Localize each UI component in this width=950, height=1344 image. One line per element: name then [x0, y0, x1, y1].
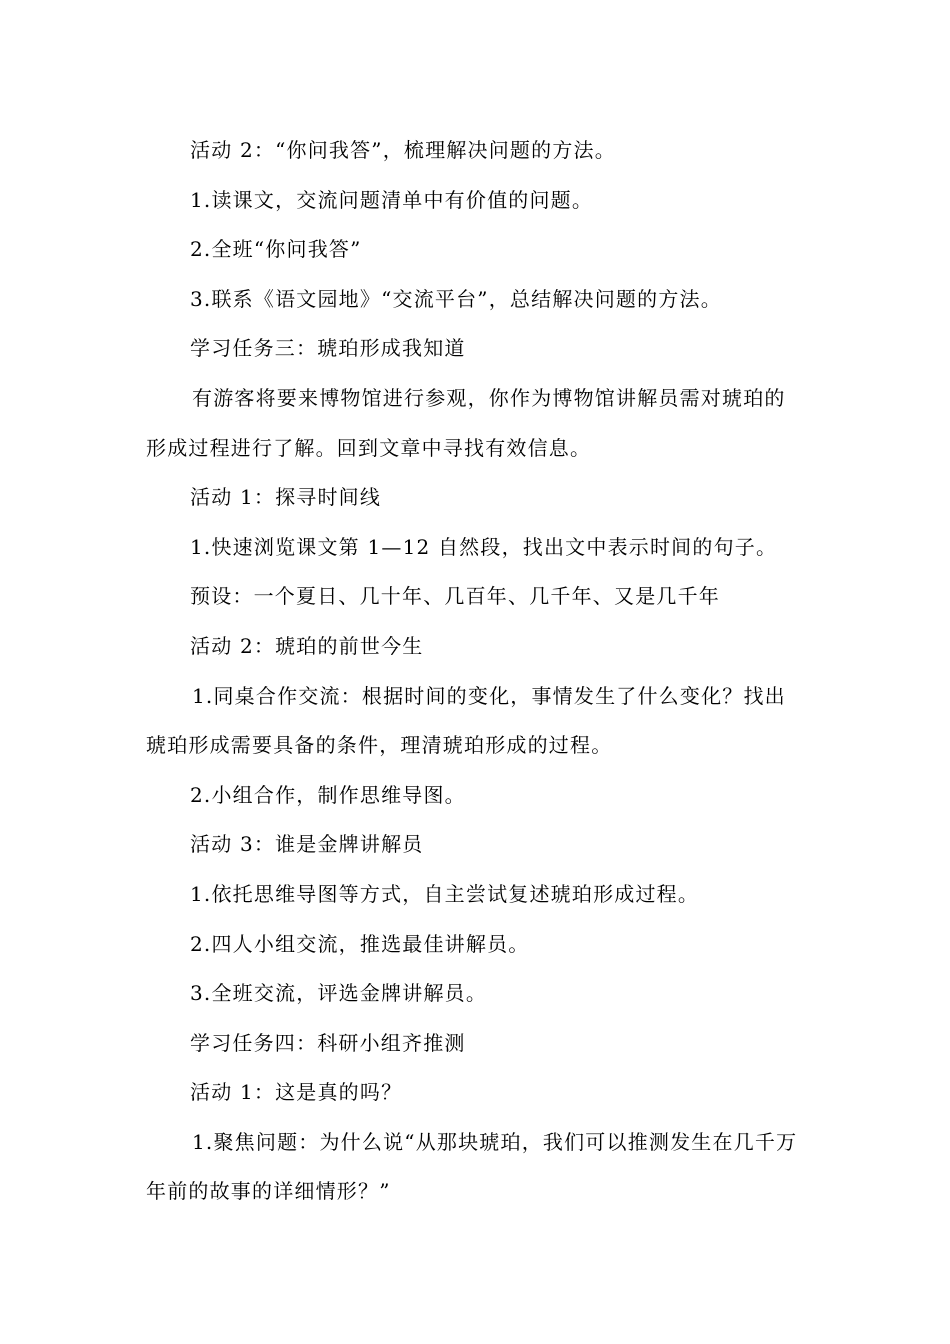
paragraph-class-select: 3.全班交流，评选金牌讲解员。 [190, 981, 488, 1006]
paragraph-task-4-heading: 学习任务四：科研小组齐推测 [190, 1030, 466, 1055]
paragraph-activity-1b-heading: 活动 1：这是真的吗？ [190, 1080, 403, 1105]
paragraph-retell: 1.依托思维导图等方式，自主尝试复述琥珀形成过程。 [190, 881, 700, 906]
paragraph-step-1: 1.读课文，交流问题清单中有价值的问题。 [190, 187, 594, 212]
paragraph-group-select: 2.四人小组交流，推选最佳讲解员。 [190, 931, 530, 956]
document-body [146, 126, 806, 1217]
paragraph-step-3: 3.联系《语文园地》“交流平台”，总结解决问题的方法。 [190, 286, 722, 311]
paragraph-pair-discussion: 1.同桌合作交流：根据时间的变化，事情发生了什么变化？找出琥珀形成需要具备的条件，理清琥珀形成的过程。 [146, 683, 786, 758]
paragraph-preset: 预设：一个夏日、几十年、几百年、几千年、又是几千年 [190, 584, 720, 609]
paragraph-activity-3-heading: 活动 3：谁是金牌讲解员 [190, 832, 424, 857]
paragraph-activity-1-heading: 活动 1：探寻时间线 [190, 485, 382, 510]
paragraph-task-3-heading: 学习任务三：琥珀形成我知道 [190, 336, 466, 361]
paragraph-focus-question: 1.聚焦问题：为什么说“从那块琥珀，我们可以推测发生在几千万年前的故事的详细情形？” [146, 1129, 798, 1204]
paragraph-step-2: 2.全班“你问我答” [190, 237, 362, 262]
paragraph-task-3-intro: 有游客将要来博物馆进行参观，你作为博物馆讲解员需对琥珀的形成过程进行了解。回到文章中寻找有效信息。 [146, 385, 786, 460]
paragraph-mind-map: 2.小组合作，制作思维导图。 [190, 782, 466, 807]
paragraph-timeline-step-1: 1.快速浏览课文第 1—12 自然段，找出文中表示时间的句子。 [190, 534, 778, 559]
paragraph-activity-2-heading: 活动 2：“你问我答”，梳理解决问题的方法。 [190, 138, 616, 162]
paragraph-activity-2b-heading: 活动 2：琥珀的前世今生 [190, 633, 424, 658]
